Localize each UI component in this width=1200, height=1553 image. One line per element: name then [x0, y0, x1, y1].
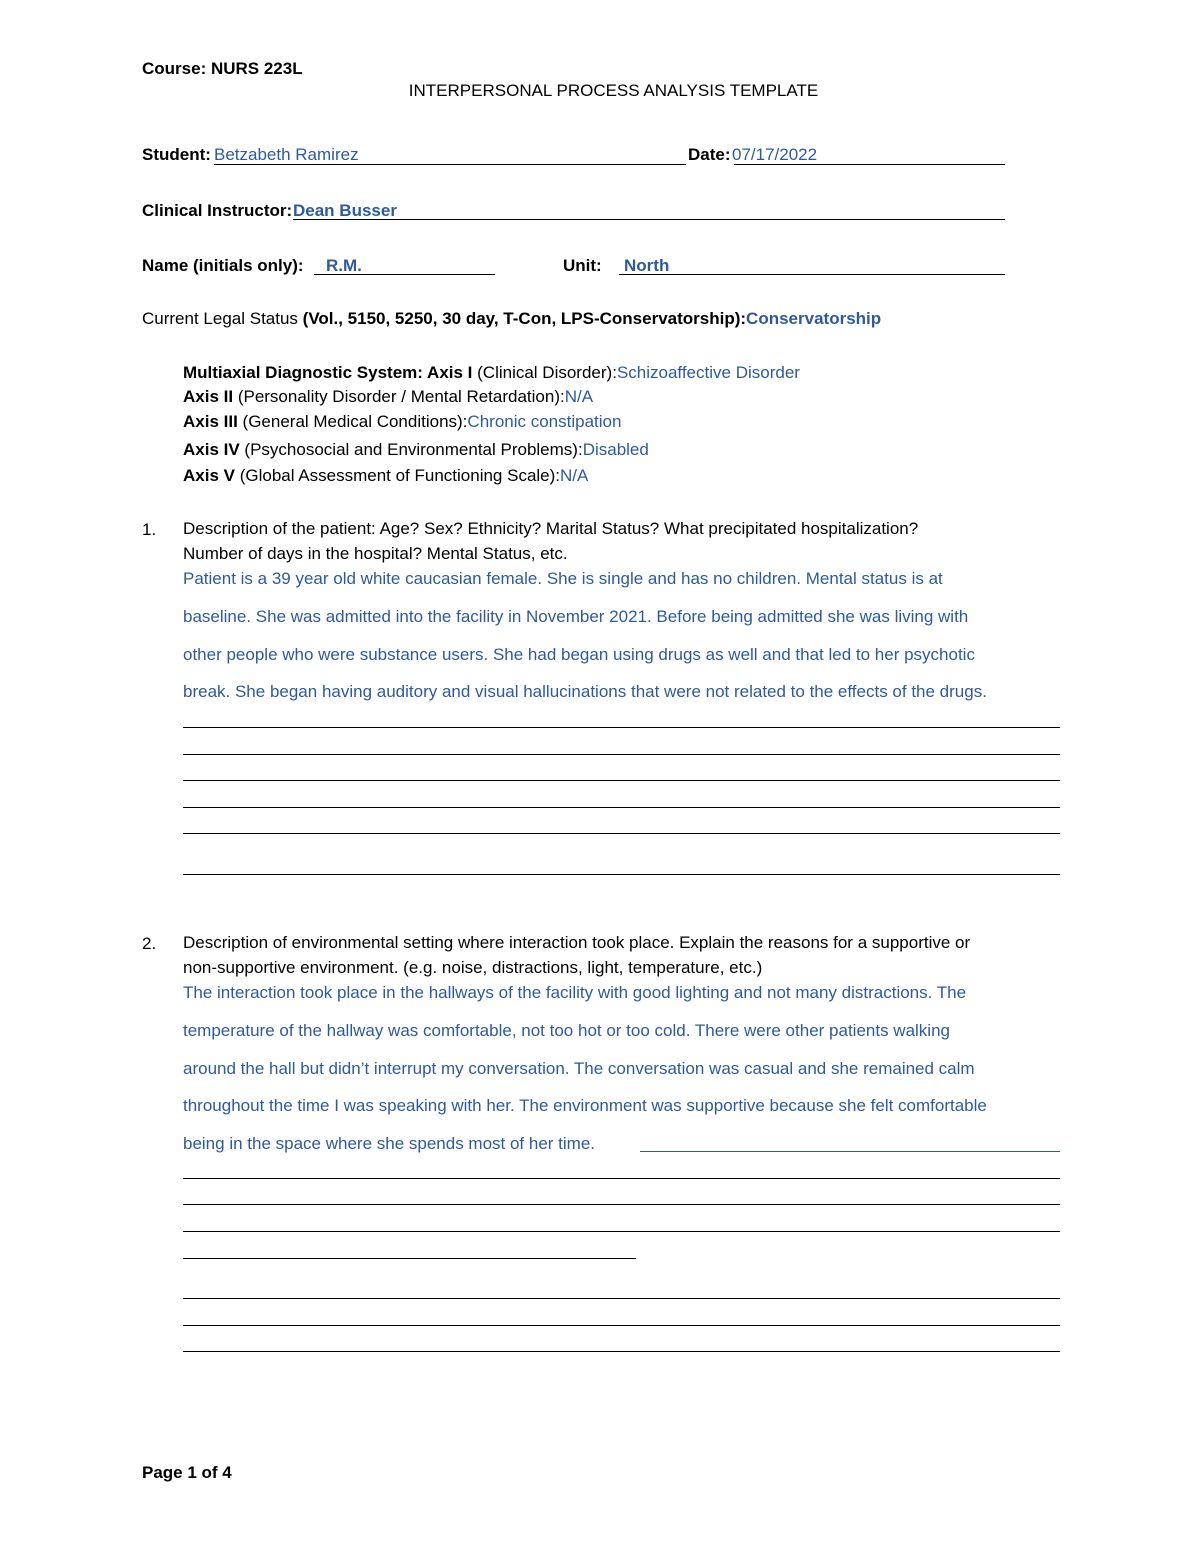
q2-answer-line-5[interactable] [183, 1135, 1060, 1152]
q1-answer-line-1[interactable] [183, 570, 1060, 587]
date-value[interactable]: 07/17/2022 [732, 145, 818, 164]
legal-status-label: Current Legal Status [142, 309, 303, 328]
name-value[interactable]: R.M. [326, 256, 362, 275]
instructor-value[interactable]: Dean Busser [293, 201, 397, 220]
axis-5-value[interactable]: N/A [560, 466, 589, 485]
q2-answer-line-3[interactable] [183, 1060, 1060, 1077]
axis-3-heading: Axis III [183, 412, 243, 431]
unit-label: Unit: [563, 256, 602, 275]
axis-1-row [183, 364, 800, 381]
axis-3-label: (General Medical Conditions): [242, 412, 468, 431]
q2-blank-line[interactable] [183, 1351, 1060, 1352]
q2-answer-line-1[interactable] [183, 984, 1060, 1001]
q1-prompt-line-1: Description of the patient: Age? Sex? Ethnicity? Marital Status? What precipitated hospitalization? [183, 519, 919, 538]
student-underline [214, 164, 686, 165]
name-label: Name (initials only): [142, 256, 304, 275]
q2-prompt-line-2: non-supportive environment. (e.g. noise, distractions, light, temperature, etc.) [183, 957, 763, 977]
page-number: Page 1 of 4 [142, 1463, 232, 1482]
axis-5-row [183, 467, 588, 484]
axis-4-label: (Psychosocial and Environmental Problems): [244, 440, 583, 459]
axis-3-value[interactable]: Chronic constipation [467, 412, 622, 431]
axis-2-label: (Personality Disorder / Mental Retardation): [237, 387, 565, 406]
q2-prompt-line-1: Description of environmental setting where interaction took place. Explain the reasons for a supportive or [183, 933, 971, 952]
axis-5-heading: Axis V [183, 466, 240, 485]
q2-answer-text-3: around the hall but didn’t interrupt my conversation. The conversation was casual and she remained calm [183, 1059, 975, 1078]
q2-number: 2. [142, 934, 157, 953]
q2-blank-line[interactable] [183, 1325, 1060, 1326]
unit-value[interactable]: North [624, 256, 670, 275]
q1-blank-line[interactable] [183, 807, 1060, 808]
document-title: INTERPERSONAL PROCESS ANALYSIS TEMPLATE [408, 81, 819, 100]
q2-answer-text-5: being in the space where she spends most of her time. [183, 1134, 596, 1153]
q2-answer-line-5-fill [640, 1151, 1060, 1152]
axis-3-row [183, 413, 621, 430]
axis-1-label: (Clinical Disorder): [477, 363, 617, 382]
date-label: Date: [688, 145, 731, 164]
q2-blank-line[interactable] [183, 1204, 1060, 1205]
q1-answer-line-4[interactable] [183, 683, 1060, 700]
q1-blank-line[interactable] [183, 727, 1060, 728]
q1-blank-line[interactable] [183, 874, 1060, 875]
q2-answer-text-2: temperature of the hallway was comfortable, not too hot or too cold. There were other patients walking [183, 1021, 950, 1040]
q1-number: 1. [142, 520, 157, 539]
unit-underline [619, 274, 1005, 275]
axis-2-row [183, 388, 593, 405]
q1-blank-line[interactable] [183, 780, 1060, 781]
instructor-underline [293, 219, 1005, 220]
q1-blank-line[interactable] [183, 754, 1060, 755]
q1-answer-text-1: Patient is a 39 year old white caucasian female. She is single and has no children. Mental status is at [183, 569, 943, 588]
course-label: Course: NURS 223L [142, 59, 303, 78]
axis-4-heading: Axis IV [183, 440, 245, 459]
q2-blank-line[interactable] [183, 1298, 1060, 1299]
axis-2-value[interactable]: N/A [564, 387, 594, 406]
q2-answer-text-1: The interaction took place in the hallways of the facility with good lighting and not many distractions. The [183, 983, 967, 1002]
legal-status-row [142, 310, 881, 327]
q2-answer-text-4: throughout the time I was speaking with her. The environment was supportive because she felt comfortable [183, 1096, 987, 1115]
legal-status-options: (Vol., 5150, 5250, 30 day, T-Con, LPS-Conservatorship): [302, 309, 747, 328]
q1-answer-text-3: other people who were substance users. She had began using drugs as well and that led to her psychotic [183, 645, 975, 664]
student-value[interactable]: Betzabeth Ramirez [214, 145, 359, 164]
q2-blank-line[interactable] [183, 1178, 1060, 1179]
q1-prompt [183, 517, 918, 566]
axis-1-value[interactable]: Schizoaffective Disorder [616, 363, 800, 382]
q1-blank-line[interactable] [183, 833, 1060, 834]
q2-answer-line-4[interactable] [183, 1097, 1060, 1114]
q1-prompt-line-2: Number of days in the hospital? Mental Status, etc. [183, 543, 568, 563]
name-underline [314, 274, 495, 275]
q1-answer-text-4: break. She began having auditory and visual hallucinations that were not related to the effects of the drugs. [183, 682, 987, 701]
axis-5-label: (Global Assessment of Functioning Scale): [239, 466, 561, 485]
q2-prompt [183, 931, 970, 980]
axis-4-row [183, 441, 649, 458]
axis-2-heading: Axis II [183, 387, 238, 406]
axis-4-value[interactable]: Disabled [582, 440, 649, 459]
instructor-label: Clinical Instructor: [142, 201, 293, 220]
q1-answer-text-2: baseline. She was admitted into the facility in November 2021. Before being admitted she was living with [183, 607, 969, 626]
q2-blank-line[interactable] [183, 1231, 1060, 1232]
q1-answer-line-2[interactable] [183, 608, 1060, 625]
legal-status-value[interactable]: Conservatorship [746, 309, 882, 328]
q1-answer-line-3[interactable] [183, 646, 1060, 663]
q2-answer-line-2[interactable] [183, 1022, 1060, 1039]
q2-blank-line[interactable] [183, 1258, 636, 1259]
axis-1-heading: Multiaxial Diagnostic System: Axis I [183, 363, 478, 382]
student-label: Student: [142, 145, 211, 164]
date-underline [734, 164, 1005, 165]
